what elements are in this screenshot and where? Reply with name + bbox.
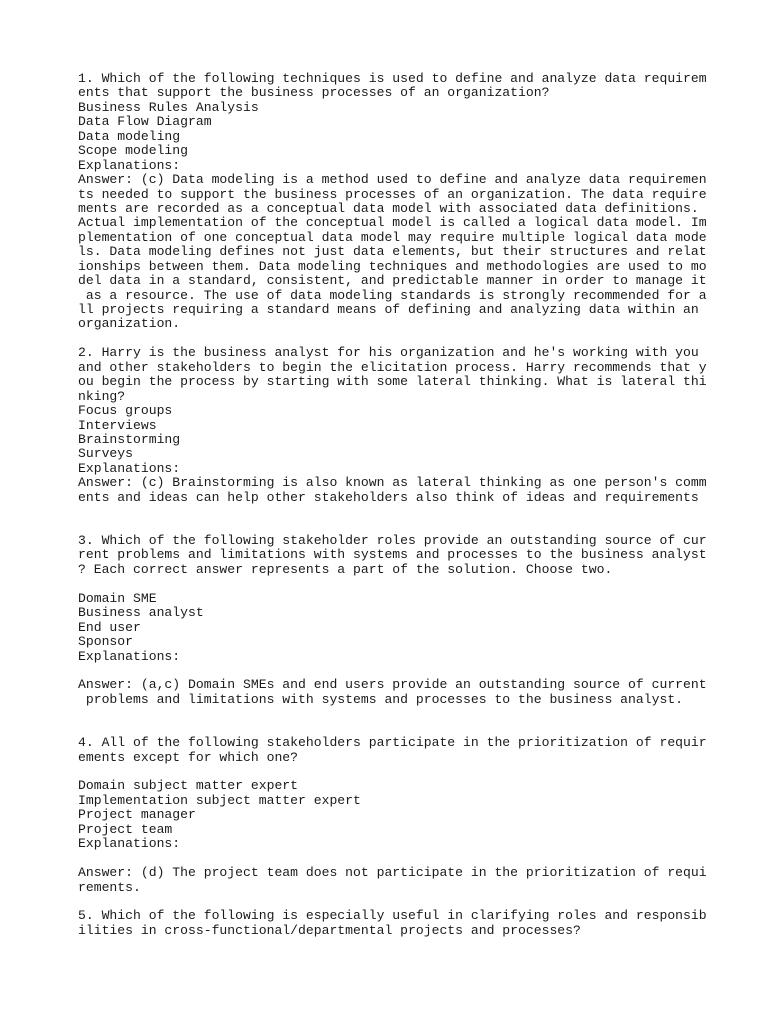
text-line: Brainstorming xyxy=(78,431,181,447)
text-line: plementation of one conceptual data model may require multiple logical data mode xyxy=(78,229,707,245)
text-line: Actual implementation of the conceptual model is called a logical data model. Im xyxy=(78,215,707,231)
text-line: del data in a standard, consistent, and predictable manner in order to manage it xyxy=(78,273,707,289)
text-line: Answer: (d) The project team does not participate in the prioritization of requi xyxy=(78,865,707,881)
text-line: Answer: (c) Brainstorming is also known as lateral thinking as one person's comm xyxy=(78,475,707,491)
document-text xyxy=(78,72,758,938)
text-line: Data Flow Diagram xyxy=(78,114,212,130)
text-line: ents that support the business processes of an organization? xyxy=(78,85,550,101)
text-line: ou begin the process by starting with some lateral thinking. What is lateral thi xyxy=(78,374,707,390)
text-line: Scope modeling xyxy=(78,143,189,159)
text-line: ements except for which one? xyxy=(78,749,299,765)
text-line: 5. Which of the following is especially useful in clarifying roles and responsib xyxy=(78,908,707,924)
text-line: ll projects requiring a standard means of defining and analyzing data within an xyxy=(78,302,699,317)
text-line: Interviews xyxy=(78,417,157,433)
text-line: ts needed to support the business processes of an organization. The data require xyxy=(78,186,707,202)
text-line: Business Rules Analysis xyxy=(78,99,259,115)
text-line: ls. Data modeling defines not just data elements, but their structures and relat xyxy=(78,244,707,260)
text-line: problems and limitations with systems and processes to the business analyst. xyxy=(78,691,684,707)
text-line: Explanations: xyxy=(78,836,181,852)
text-line: Project manager xyxy=(78,807,196,823)
text-line: Data modeling xyxy=(78,128,181,144)
text-line: rements. xyxy=(78,879,141,895)
text-line: Explanations: xyxy=(78,157,181,173)
text-line: Surveys xyxy=(78,446,134,462)
text-line: Domain subject matter expert xyxy=(78,778,299,794)
blank-line xyxy=(78,895,758,909)
text-line: Answer: (c) Data modeling is a method used to define and analyze data requiremen xyxy=(78,172,707,188)
text-line: ments are recorded as a conceptual data model with associated data definitions. xyxy=(78,200,699,216)
blank-line xyxy=(78,520,758,534)
blank-line xyxy=(78,505,758,519)
text-line: ilities in cross-functional/departmental projects and processes? xyxy=(78,922,581,938)
text-line: 4. All of the following stakeholders participate in the prioritization of requir xyxy=(78,735,707,751)
blank-line xyxy=(78,765,758,779)
text-line: and other stakeholders to begin the elicitation process. Harry recommends that y xyxy=(78,359,707,375)
text-line: Implementation subject matter expert xyxy=(78,792,361,808)
text-line: 3. Which of the following stakeholder roles provide an outstanding source of cur xyxy=(78,533,707,548)
blank-line xyxy=(78,852,758,866)
text-line: rent problems and limitations with systems and processes to the business analyst xyxy=(78,547,707,563)
text-line: Answer: (a,c) Domain SMEs and end users provide an outstanding source of current xyxy=(78,677,707,693)
text-line: End user xyxy=(78,619,141,635)
text-line: Project team xyxy=(78,821,173,837)
text-line: Explanations: xyxy=(78,460,181,476)
text-line: ents and ideas can help other stakeholders also think of ideas and requirements xyxy=(78,489,699,505)
text-line: 1. Which of the following techniques is used to define and analyze data requirem xyxy=(78,71,707,86)
text-line: ? Each correct answer represents a part of the solution. Choose two. xyxy=(78,561,613,577)
blank-line xyxy=(78,722,758,736)
text-line: ionships between them. Data modeling techniques and methodologies are used to mo xyxy=(78,258,707,274)
blank-line xyxy=(78,707,758,721)
blank-line xyxy=(78,664,758,678)
text-line: Domain SME xyxy=(78,590,157,606)
text-line: organization. xyxy=(78,316,181,332)
text-line: Sponsor xyxy=(78,634,134,650)
blank-line xyxy=(78,332,758,346)
text-line: Business analyst xyxy=(78,605,204,621)
text-line: Focus groups xyxy=(78,403,173,419)
text-line: 2. Harry is the business analyst for his organization and he's working with you xyxy=(78,345,699,361)
blank-line xyxy=(78,577,758,591)
text-line: Explanations: xyxy=(78,648,181,664)
text-line: nking? xyxy=(78,388,126,404)
text-line: as a resource. The use of data modeling standards is strongly recommended for a xyxy=(78,287,707,303)
